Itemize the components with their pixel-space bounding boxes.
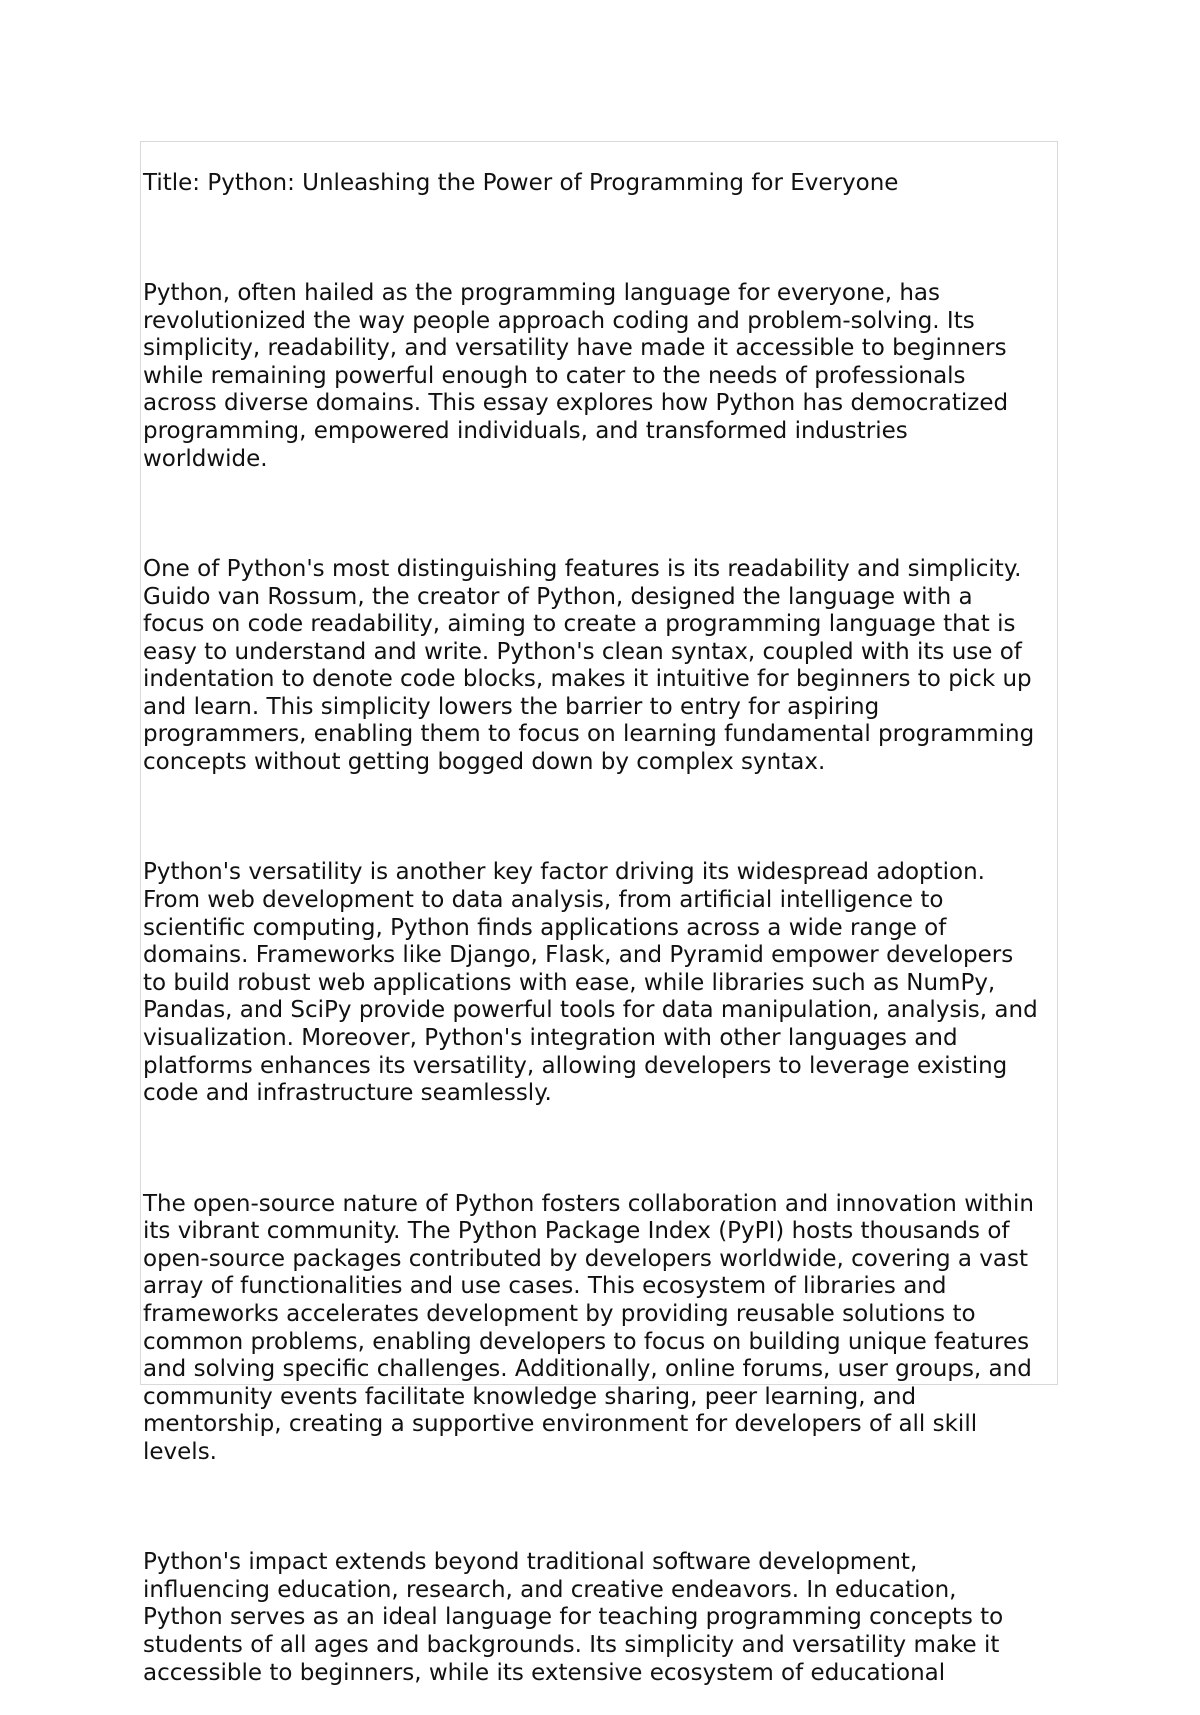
paragraph-spacer [143,1135,1057,1163]
paragraph-5: Python's impact extends beyond traditional software development, influencing education, research, and creative endeavors. In education, Python serves as an ideal language for teaching programming concepts to students of all ages and backgrounds. Its simplicity and versatility make it accessible to beginners, while its extensive ecosystem of educational [143,1549,1004,1686]
paragraph-spacer [143,501,1057,529]
paragraph-4: The open-source nature of Python fosters collaboration and innovation within its vibrant community. The Python Package Index (PyPI) hosts thousands of open-source packages contributed by developers worldwide, covering a vast array of functionalities and use cases. This ecosystem of libraries and frameworks accelerates development by providing reusable solutions to common problems, enabling developers to focus on building unique features and solving specific challenges. Additionally, online forums, user groups, and community events facilitate knowledge sharing, peer learning, and mentorship, creating a supportive environment for developers of all skill levels. [143,1190,1034,1465]
paragraph-spacer [143,1494,1057,1522]
text-frame[interactable] [140,141,1058,1686]
paragraph-2: One of Python's most distinguishing features is its readability and simplicity. Guido van Rossum, the creator of Python, designed the language with a focus on code readability, aiming to create a programming language that is easy to understand and write. Python's clean syntax, coupled with its use of indentation to denote code blocks, makes it intuitive for beginners to pick up and learn. This simplicity lowers the barrier to entry for aspiring programmers, enabling them to focus on learning fundamental programming concepts without getting bogged down by complex syntax. [143,555,1035,776]
document-body [143,142,1057,1715]
paragraph-spacer [143,225,1057,253]
paragraph-1: Python, often hailed as the programming language for everyone, has revolutionized the way people approach coding and problem-solving. Its simplicity, readability, and versatility have made it accessible to beginners while remaining powerful enough to cater to the needs of professionals across diverse domains. This essay explores how Python has democratized programming, empowered individuals, and transformed industries worldwide. [143,279,1009,472]
paragraph-3: Python's versatility is another key factor driving its widespread adoption. From web development to data analysis, from artificial intelligence to scientific computing, Python finds applications across a wide range of domains. Frameworks like Django, Flask, and Pyramid empower developers to build robust web applications with ease, while libraries such as NumPy, Pandas, and SciPy provide powerful tools for data manipulation, analysis, and visualization. Moreover, Python's integration with other languages and platforms enhances its versatility, allowing developers to leverage existing code and infrastructure seamlessly. [143,859,1038,1107]
document-title: Title: Python: Unleashing the Power of Programming for Everyone [143,169,899,196]
paragraph-spacer [143,804,1057,832]
